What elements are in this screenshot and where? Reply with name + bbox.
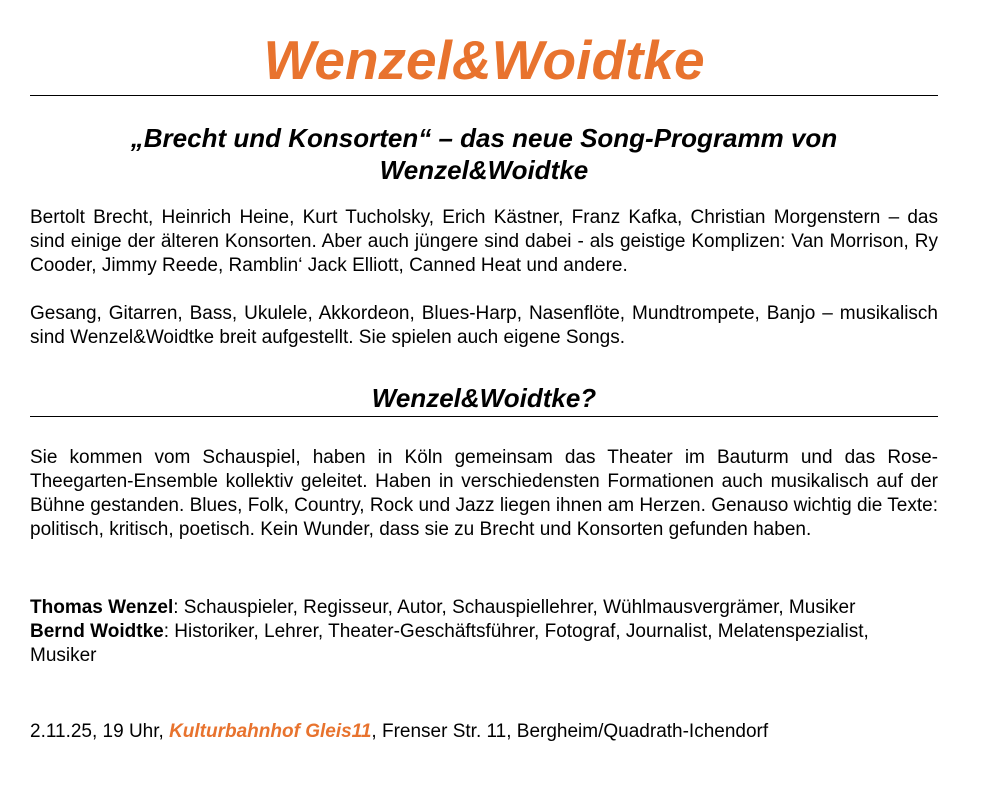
- section-heading: Wenzel&Woidtke?: [371, 383, 597, 413]
- person-name: Bernd Woidtke: [30, 621, 164, 642]
- people-list: [30, 596, 938, 668]
- person-entry: [30, 596, 870, 620]
- person-name: Thomas Wenzel: [30, 597, 174, 618]
- section-paragraph: Sie kommen vom Schauspiel, haben in Köln gemeinsam das Theater im Bauturm und das Rose-Theegarten-Ensemble kollektiv geleitet. Haben in verschiedensten Formationen auch musikalisch auf der Bühne gestanden. Blues, Folk, Country, Rock und Jazz liegen ihnen am Herzen. Genauso wichtig die Texte: politisch, kritisch, poetisch. Kein Wunder, dass sie zu Brecht und Konsorten gefunden haben.: [30, 447, 938, 540]
- flyer-page: [30, 0, 938, 744]
- event-date-time: 2.11.25, 19 Uhr,: [30, 721, 170, 742]
- event-info: [30, 720, 938, 744]
- title-divider: [30, 95, 938, 96]
- event-address: , Frenser Str. 11, Bergheim/Quadrath-Ichendorf: [371, 721, 769, 742]
- person-roles: : Historiker, Lehrer, Theater-Geschäftsführer, Fotograf, Journalist, Melatenspezialist, Musiker: [30, 621, 869, 666]
- section-divider: [30, 416, 938, 417]
- intro-paragraph-konsorten: Bertolt Brecht, Heinrich Heine, Kurt Tucholsky, Erich Kästner, Franz Kafka, Christian Morgenstern – das sind einige der älteren Konsorten. Aber auch jüngere sind dabei - als geistige Komplizen: Van Morrison, Ry Cooder, Jimmy Reede, Ramblin‘ Jack Elliott, Canned Heat und andere.: [30, 207, 938, 276]
- intro-paragraph-instruments: Gesang, Gitarren, Bass, Ukulele, Akkordeon, Blues-Harp, Nasenflöte, Mundtrompete, Banjo – musikalisch sind Wenzel&Woidtke breit aufgestellt. Sie spielen auch eigene Songs.: [30, 303, 938, 348]
- program-subtitle: „Brecht und Konsorten“ – das neue Song-Programm von Wenzel&Woidtke: [130, 123, 838, 185]
- event-venue: Kulturbahnhof Gleis11: [169, 721, 372, 742]
- person-roles: : Schauspieler, Regisseur, Autor, Schauspiellehrer, Wühlmausvergrämer, Musiker: [173, 597, 856, 618]
- person-entry: [30, 620, 870, 668]
- page-title: Wenzel&Woidtke: [263, 29, 705, 91]
